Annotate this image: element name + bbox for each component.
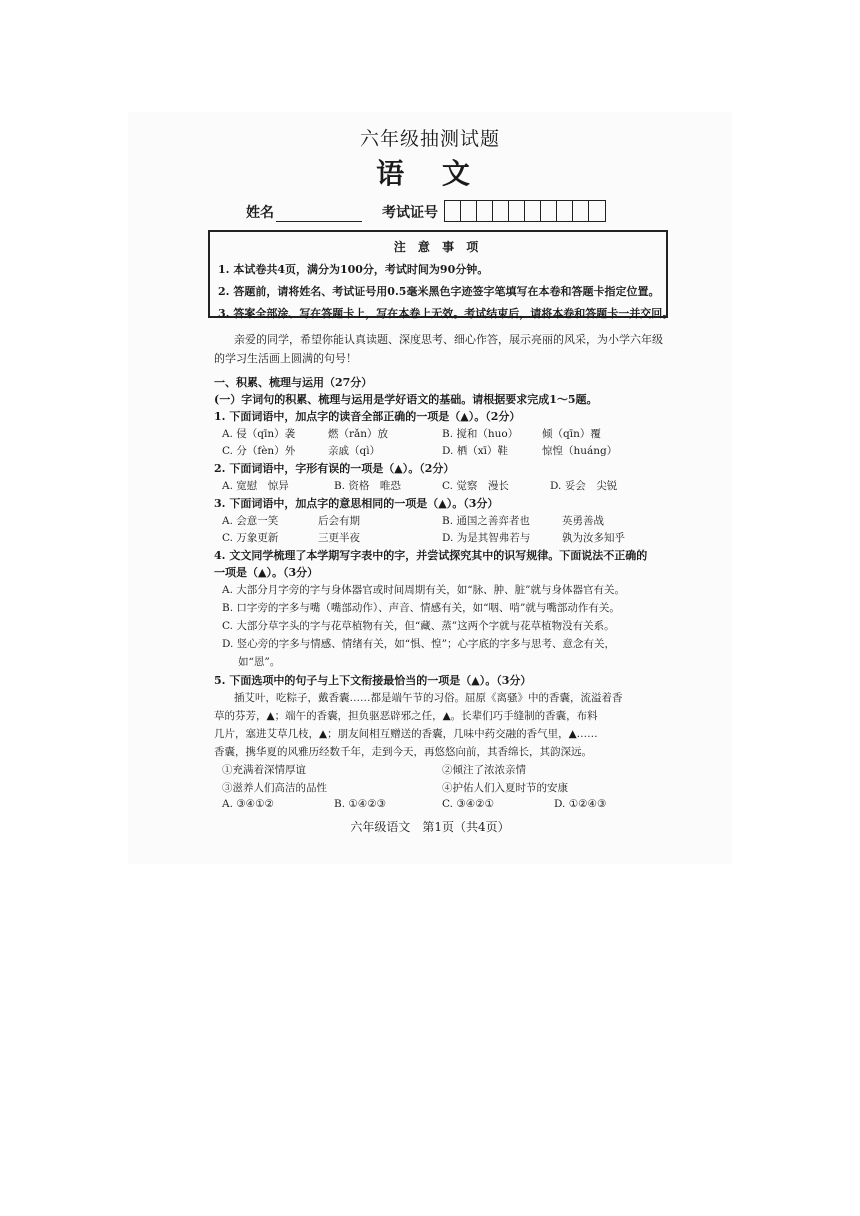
intro-text: 亲爱的同学，希望你能认真读题、深度思考、细心作答，展示亮丽的风采，为小学六年级的学习生活画上圆满的句号！ bbox=[214, 333, 663, 365]
id-box bbox=[493, 201, 509, 221]
name-label: 姓名 bbox=[246, 205, 274, 221]
notice-title: 注 意 事 项 bbox=[393, 240, 483, 254]
q4-option-b: B. 口字旁的字多与嘴（嘴部动作）、声音、情感有关，如“咽、啃”就与嘴部动作有关。 bbox=[222, 602, 620, 614]
q1-option-c-2: 亲戚（qì） bbox=[328, 445, 381, 457]
student-info-row bbox=[246, 200, 606, 222]
q5-sentence-2: ②倾注了浓浓亲情 bbox=[442, 764, 526, 776]
q2-stem: 2. 下面词语中，字形有误的一项是（▲）。（2分） bbox=[214, 462, 455, 475]
section-subtitle: (一）字词句的积累、梳理与运用是学好语文的基础。请根据要求完成1～5题。 bbox=[214, 393, 598, 406]
q2-option-d: D. 妥会 尖锐 bbox=[550, 480, 618, 492]
id-box bbox=[461, 201, 477, 221]
q1-option-d-2: 惊惶（huáng） bbox=[542, 445, 618, 457]
q5-passage-line: 几片，塞进艾草几枝，▲；朋友间相互赠送的香囊，几味中药交融的香气里，▲…… bbox=[214, 728, 598, 740]
id-box bbox=[589, 201, 605, 221]
q3-option-a: A. 会意一笑 bbox=[222, 515, 279, 527]
q4-option-d: D. 竖心旁的字多与情感、情绪有关，如“惧、惶”；心字底的字多与思考、意念有关， bbox=[222, 638, 615, 650]
q4-stem: 4. 文文同学梳理了本学期写字表中的字，并尝试探究其中的识写规律。下面说法不正确的 bbox=[214, 549, 648, 562]
q2-option-c: C. 觉察 漫长 bbox=[442, 480, 509, 492]
exam-title: 六年级抽测试题 bbox=[359, 128, 500, 150]
id-box bbox=[477, 201, 493, 221]
exam-id-label: 考试证号 bbox=[382, 205, 438, 221]
subject-title: 语 文 bbox=[376, 157, 484, 190]
q5-sentence-3: ③滋养人们高洁的品性 bbox=[222, 782, 327, 794]
q5-option-b: B. ①④②③ bbox=[334, 798, 387, 810]
page-footer: 六年级语文 第1页（共4页） bbox=[350, 820, 510, 834]
q3-option-b: B. 通国之善弈者也 bbox=[442, 515, 530, 527]
id-box bbox=[445, 201, 461, 221]
q4-option-a: A. 大部分月字旁的字与身体器官或时间周期有关，如“脉、肿、脏”就与身体器官有关。 bbox=[222, 584, 625, 596]
intro-paragraph bbox=[214, 330, 664, 368]
q3-option-d-2: 孰为汝多知乎 bbox=[562, 532, 625, 544]
q1-option-b: B. 搅和（huo） bbox=[442, 428, 519, 440]
id-box bbox=[525, 201, 541, 221]
id-box bbox=[557, 201, 573, 221]
exam-id-boxes bbox=[444, 200, 606, 222]
q3-option-b-2: 英勇善战 bbox=[562, 515, 604, 527]
name-blank bbox=[276, 207, 362, 222]
notice-box bbox=[208, 230, 674, 320]
q5-option-c: C. ③④②① bbox=[442, 798, 494, 810]
q5-stem: 5. 下面选项中的句子与上下文衔接最恰当的一项是（▲）。（3分） bbox=[214, 674, 532, 687]
q4-option-c: C. 大部分草字头的字与花草植物有关，但“藏、蒸”这两个字就与花草植物没有关系。 bbox=[222, 620, 615, 632]
q1-option-c: C. 分（fèn）外 bbox=[222, 445, 296, 457]
notice-item: 1. 本试卷共4页，满分为100分，考试时间为90分钟。 bbox=[218, 263, 489, 276]
exam-page bbox=[128, 112, 732, 864]
q4-stem-cont: 一项是（▲）。（3分） bbox=[214, 566, 319, 579]
q2-option-b: B. 资格 唯恐 bbox=[334, 480, 401, 492]
q5-option-a: A. ③④①② bbox=[222, 798, 274, 810]
q4-option-d-cont: 如“恩”。 bbox=[238, 656, 281, 668]
section-title: 一、积累、梳理与运用（27分） bbox=[214, 376, 373, 389]
q1-stem: 1. 下面词语中，加点字的读音全部正确的一项是（▲）。（2分） bbox=[214, 410, 521, 423]
q3-option-d: D. 为是其智弗若与 bbox=[442, 532, 531, 544]
id-box bbox=[541, 201, 557, 221]
q3-option-c: C. 万象更新 bbox=[222, 532, 279, 544]
id-box bbox=[509, 201, 525, 221]
q3-option-a-2: 后会有期 bbox=[318, 515, 360, 527]
q5-passage-line: 插艾叶，吃粽子，戴香囊……都是端午节的习俗。屈原《离骚》中的香囊，流溢着香 bbox=[234, 692, 623, 704]
q5-passage-line: 香囊，携华夏的风雅历经数千年，走到今天，再悠悠向前，其香绵长，其韵深远。 bbox=[214, 746, 592, 758]
q1-option-a-2: 燃（rǎn）放 bbox=[328, 428, 389, 440]
q3-stem: 3. 下面词语中，加点字的意思相同的一项是（▲）。（3分） bbox=[214, 497, 499, 510]
q5-passage-line: 草的芬芳，▲；端午的香囊，担负驱恶辟邪之任，▲。长辈们巧手缝制的香囊，布料 bbox=[214, 710, 598, 722]
q5-sentence-4: ④护佑人们入夏时节的安康 bbox=[442, 782, 568, 794]
q1-option-b-2: 倾（qīn）覆 bbox=[542, 428, 601, 440]
notice-item: 3. 答案全部涂、写在答题卡上，写在本卷上无效。考试结束后，请将本卷和答题卡一并交回。 bbox=[218, 307, 674, 320]
q1-option-d: D. 栖（xī）鞋 bbox=[442, 445, 508, 457]
q5-option-d: D. ①②④③ bbox=[554, 798, 607, 810]
id-box bbox=[573, 201, 589, 221]
q2-option-a: A. 宽慰 惊异 bbox=[222, 480, 289, 492]
q3-option-c-2: 三更半夜 bbox=[318, 532, 360, 544]
q5-sentence-1: ①充满着深情厚谊 bbox=[222, 764, 306, 776]
notice-item: 2. 答题前，请将姓名、考试证号用0.5毫米黑色字迹签字笔填写在本卷和答题卡指定位置。 bbox=[218, 285, 660, 298]
q1-option-a: A. 侵（qīn）袭 bbox=[222, 428, 296, 440]
